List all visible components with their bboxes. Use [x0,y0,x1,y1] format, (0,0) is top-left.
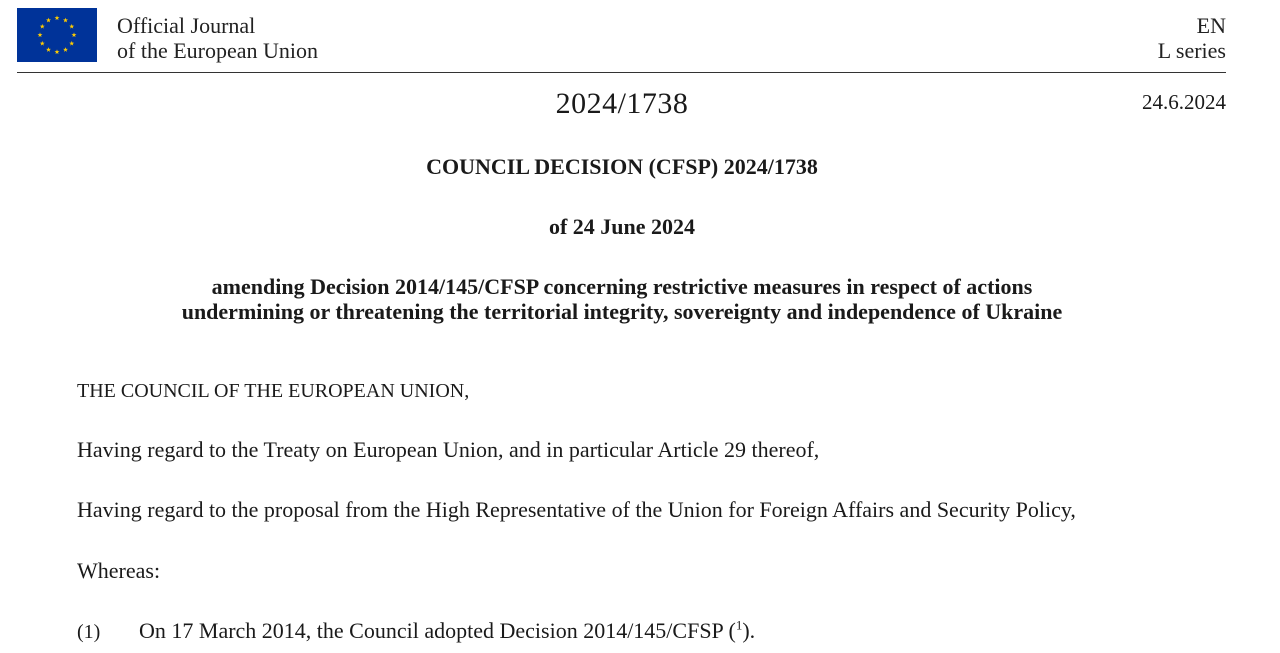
council-heading: THE COUNCIL OF THE EUROPEAN UNION, [77,380,470,402]
whereas-heading: Whereas: [77,558,161,583]
header-divider [17,72,1226,73]
recital-item [77,618,755,645]
decision-date: of 24 June 2024 [548,214,696,239]
language-code: EN [1196,13,1226,38]
eu-flag-icon [17,8,97,62]
journal-title [117,13,318,63]
journal-title-line1: Official Journal [117,13,256,38]
decision-subject-line2: undermining or threatening the territorial integrity, sovereignty and independence of Ukraine [181,299,1063,324]
language-series [1158,13,1226,63]
decision-subject-line1: amending Decision 2014/145/CFSP concerning restrictive measures in respect of actions [211,274,1033,299]
citation-proposal: Having regard to the proposal from the High Representative of the Union for Foreign Affairs and Security Policy, [77,497,1076,522]
decision-title: COUNCIL DECISION (CFSP) 2024/1738 [426,154,818,179]
series-label: L series [1157,38,1226,63]
journal-title-line2: of the European Union [117,38,318,63]
document-number: 2024/1738 [555,87,689,120]
footnote-link[interactable]: 1 [735,617,743,633]
publication-date: 24.6.2024 [1142,90,1226,114]
decision-subject [0,274,1244,324]
recital-number: (1) [77,621,101,643]
recital-closing: ). [742,618,756,643]
recital-text: On 17 March 2014, the Council adopted Decision 2014/145/CFSP ( [139,618,736,643]
journal-header [17,8,1226,72]
citation-treaty: Having regard to the Treaty on European Union, and in particular Article 29 thereof, [77,437,820,462]
